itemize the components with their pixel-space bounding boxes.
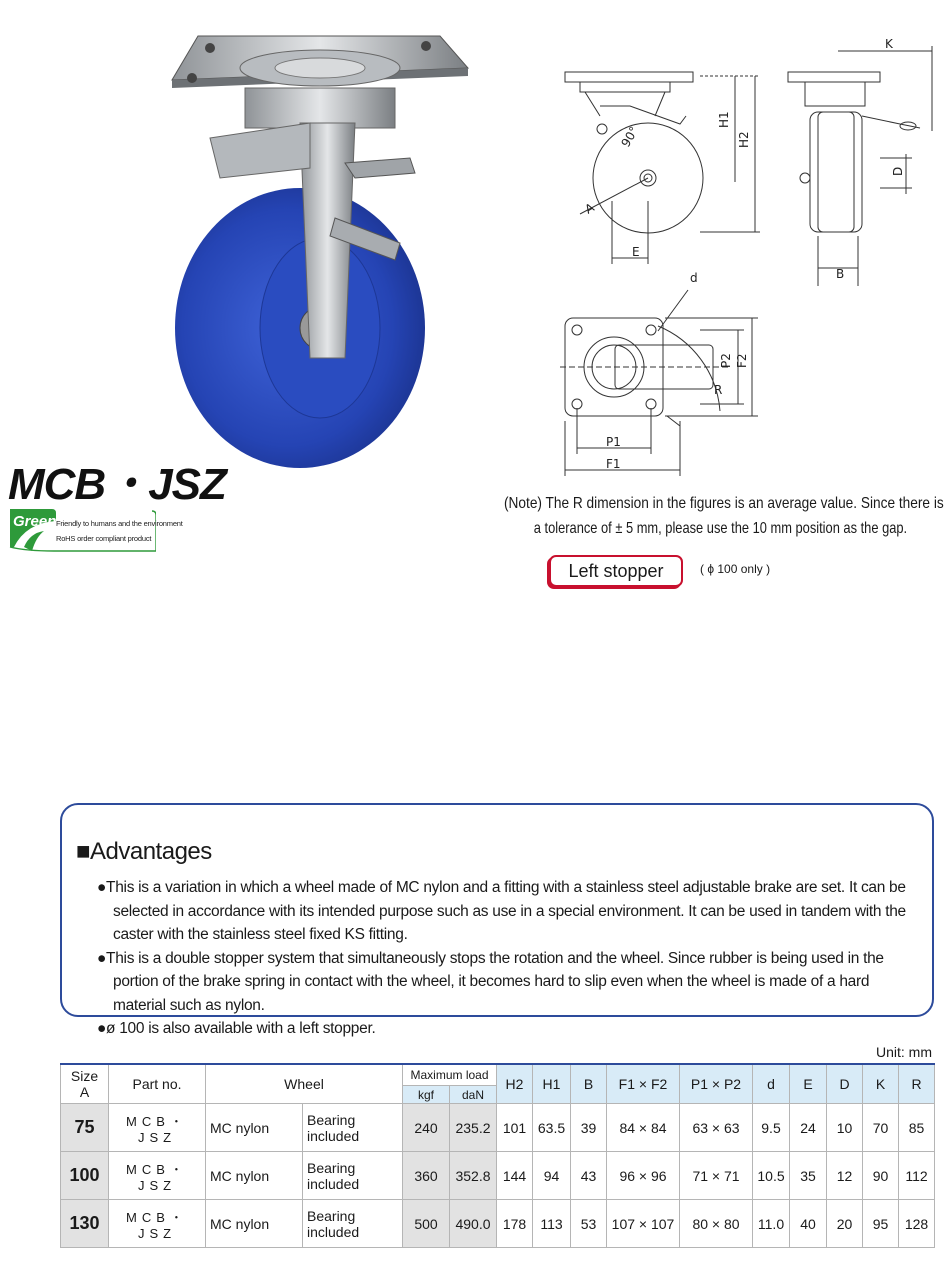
advantages-list (97, 876, 925, 1041)
cell-h1: 113 (533, 1200, 571, 1248)
technical-drawings (540, 36, 940, 486)
dimension-label: H2 (737, 131, 751, 148)
cell-material: MC nylon (206, 1104, 303, 1152)
header-max-load: Maximum load (403, 1064, 497, 1086)
dimension-label: R (714, 383, 723, 397)
left-stopper-badge: Left stopper (549, 555, 683, 587)
green-badge (6, 507, 183, 555)
header-e: E (790, 1064, 827, 1104)
cell-size: 130 (61, 1200, 109, 1248)
table-row (61, 1152, 935, 1200)
header-f1xf2: F1 × F2 (607, 1064, 680, 1104)
cell-d-small: 11.0 (753, 1200, 790, 1248)
dimension-label: H1 (717, 111, 731, 128)
cell-p: 63 × 63 (680, 1104, 753, 1152)
cell-dan: 490.0 (450, 1200, 497, 1248)
note-line-2: a tolerance of ± 5 mm, please use the 10 mm position as the gap. (533, 520, 908, 537)
cell-part-no: MCB・JSZ (109, 1200, 206, 1248)
cell-size: 75 (61, 1104, 109, 1152)
cell-k: 95 (863, 1200, 899, 1248)
advantages-title: ■Advantages (76, 838, 212, 865)
left-stopper-qualifier: ( ϕ 100 only ) (700, 562, 771, 576)
dimension-label: d (690, 271, 698, 285)
cell-bearing: Bearing included (303, 1104, 403, 1152)
header-r: R (899, 1064, 935, 1104)
table-row (61, 1104, 935, 1152)
cell-b: 53 (571, 1200, 607, 1248)
cell-d: 12 (827, 1152, 863, 1200)
cell-p: 80 × 80 (680, 1200, 753, 1248)
cell-p: 71 × 71 (680, 1152, 753, 1200)
header-part-no: Part no. (109, 1064, 206, 1104)
dimension-label: F1 (606, 457, 621, 471)
dimension-label: P1 (606, 435, 621, 449)
dimension-label: D (891, 166, 905, 176)
green-word: Green (13, 513, 57, 530)
cell-h1: 94 (533, 1152, 571, 1200)
cell-e: 40 (790, 1200, 827, 1248)
cell-kgf: 360 (403, 1152, 450, 1200)
table-row (61, 1200, 935, 1248)
dimension-label: 90° (618, 124, 642, 150)
cell-part-no: MCB・JSZ (109, 1152, 206, 1200)
caster-photo (150, 28, 480, 473)
advantage-item: ●This is a variation in which a wheel made of MC nylon and a fitting with a stainless steel adjustable brake are set. It can be selected in accordance with its intended purpose such as use in a special environment. It can be used in tandem with the caster with the stainless steel fixed KS fitting. (97, 879, 906, 943)
cell-k: 70 (863, 1104, 899, 1152)
header-d-small: d (753, 1064, 790, 1104)
dimension-label: F2 (735, 353, 749, 368)
header-size: Size A (61, 1064, 109, 1104)
dimension-label: B (836, 267, 845, 281)
cell-bearing: Bearing included (303, 1152, 403, 1200)
cell-b: 43 (571, 1152, 607, 1200)
cell-d-small: 9.5 (753, 1104, 790, 1152)
header-b: B (571, 1064, 607, 1104)
cell-kgf: 500 (403, 1200, 450, 1248)
cell-bearing: Bearing included (303, 1200, 403, 1248)
cell-h1: 63.5 (533, 1104, 571, 1152)
dimension-label: A (582, 200, 597, 217)
dimension-label: E (632, 245, 640, 259)
cell-size: 100 (61, 1152, 109, 1200)
cell-r: 85 (899, 1104, 935, 1152)
cell-h2: 178 (497, 1200, 533, 1248)
header-d: D (827, 1064, 863, 1104)
header-h1: H1 (533, 1064, 571, 1104)
cell-material: MC nylon (206, 1152, 303, 1200)
cell-dan: 235.2 (450, 1104, 497, 1152)
cell-part-no: MCB・JSZ (109, 1104, 206, 1152)
header-kgf: kgf (403, 1086, 450, 1104)
cell-r: 112 (899, 1152, 935, 1200)
advantage-item: ●ø 100 is also available with a left stopper. (97, 1020, 376, 1037)
cell-d: 20 (827, 1200, 863, 1248)
cell-h2: 101 (497, 1104, 533, 1152)
cell-b: 39 (571, 1104, 607, 1152)
header-k: K (863, 1064, 899, 1104)
cell-h2: 144 (497, 1152, 533, 1200)
cell-kgf: 240 (403, 1104, 450, 1152)
green-line-2: RoHS order compliant product (56, 534, 152, 543)
header-p1xp2: P1 × P2 (680, 1064, 753, 1104)
advantage-item: ●This is a double stopper system that simultaneously stops the rotation and the wheel. Since rubber is being used in the portion of the brake spring in contact with the wheel, it becomes hard to slip even when the wheel is made of a hard material such as nylon. (97, 949, 884, 1014)
cell-dan: 352.8 (450, 1152, 497, 1200)
cell-e: 35 (790, 1152, 827, 1200)
note-text (504, 491, 944, 541)
header-dan: daN (450, 1086, 497, 1104)
header-h2: H2 (497, 1064, 533, 1104)
cell-k: 90 (863, 1152, 899, 1200)
dimension-label: K (885, 37, 893, 51)
cell-e: 24 (790, 1104, 827, 1152)
dimension-label: P2 (719, 353, 733, 368)
product-title: MCB・JSZ (8, 460, 226, 509)
cell-d-small: 10.5 (753, 1152, 790, 1200)
header-wheel: Wheel (206, 1064, 403, 1104)
cell-f: 96 × 96 (607, 1152, 680, 1200)
cell-r: 128 (899, 1200, 935, 1248)
note-line-1: (Note) The R dimension in the figures is an average value. Since there is (504, 495, 944, 512)
cell-f: 84 × 84 (607, 1104, 680, 1152)
spec-table (60, 1063, 935, 1248)
cell-d: 10 (827, 1104, 863, 1152)
cell-f: 107 × 107 (607, 1200, 680, 1248)
green-line-1: Friendly to humans and the environment (56, 519, 183, 528)
unit-label: Unit: mm (876, 1044, 932, 1060)
cell-material: MC nylon (206, 1200, 303, 1248)
